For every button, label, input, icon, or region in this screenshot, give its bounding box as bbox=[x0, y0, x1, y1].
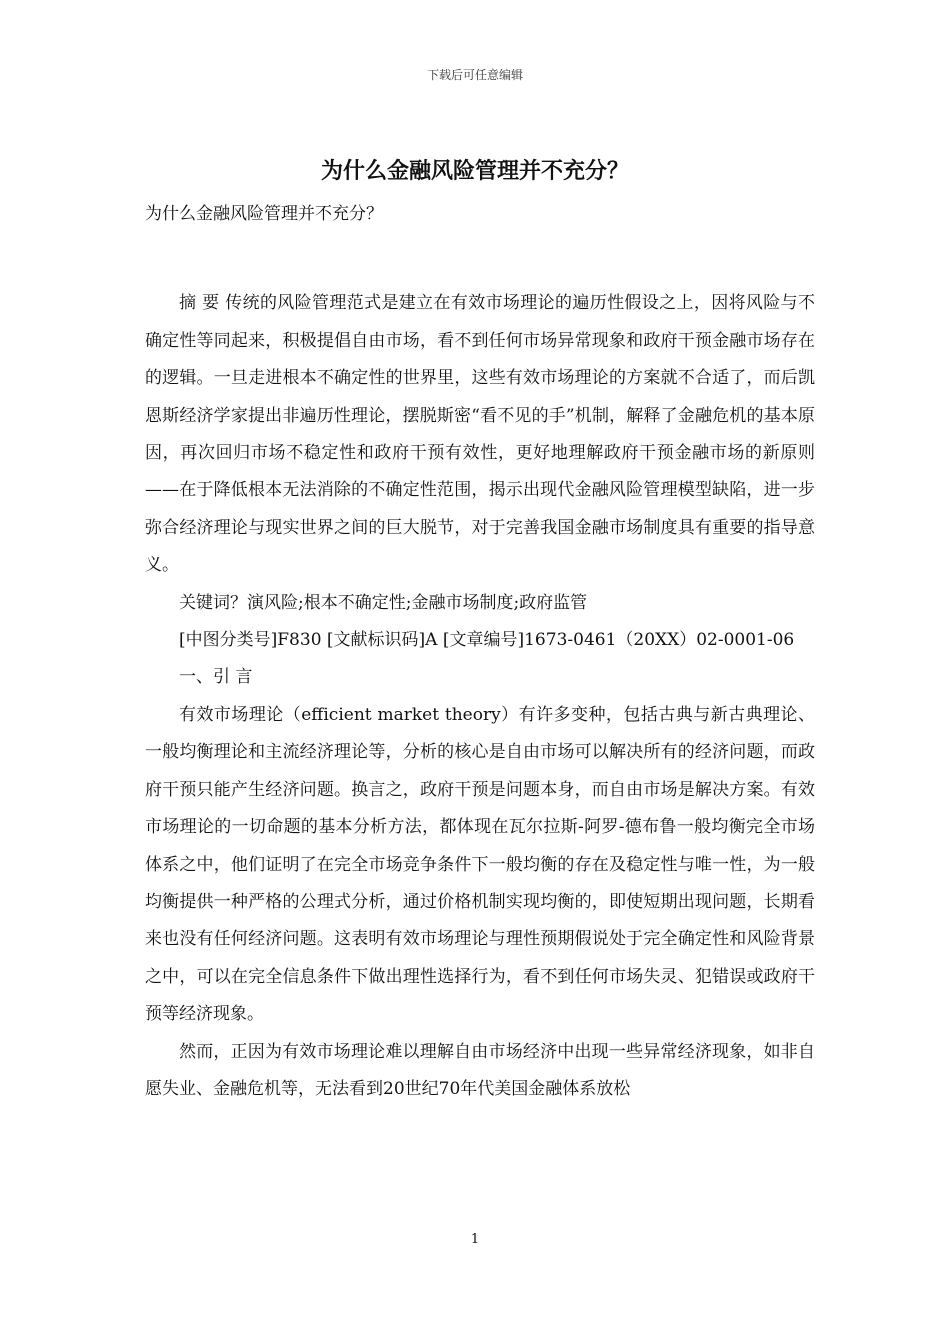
subtitle: 为什么金融风险管理并不充分？ bbox=[145, 204, 383, 224]
body-paragraph: 有效市场理论（efficient market theory）有许多变种，包括古典与新古典理论、一般均衡理论和主流经济理论等，分析的核心是自由市场可以解决所有的经济问题，而政府干预只能产生经济问题。换言之，政府干预是问题本身，而自由市场是解决方案。有效市场理论的一切命题的基本分析方法，都体现在瓦尔拉斯-阿罗-德布鲁一般均衡完全市场体系之中，他们证明了在完全市场竞争条件下一般均衡的存在及稳定性与唯一性，为一般均衡提供一种严格的公理式分析，通过价格机制实现均衡的，即使短期出现问题，长期看来也没有任何经济问题。这表明有效市场理论与理性预期假说处于完全确定性和风险背景之中，可以在完全信息条件下做出理性选择行为，看不到任何市场失灵、犯错误或政府干预等经济现象。 bbox=[145, 704, 815, 1025]
page-number: 1 bbox=[470, 1232, 480, 1247]
body-paragraph: 然而，正因为有效市场理论难以理解自由市场经济中出现一些异常经济现象，如非自愿失业、金融危机等，无法看到20世纪70年代美国金融体系放松 bbox=[145, 1041, 815, 1099]
page-header-note: 下载后可任意编辑 bbox=[426, 68, 523, 82]
classification-line: [中图分类号]F830 [文献标识码]A [文章编号]1673-0461（20XX）02-0001-06 bbox=[179, 630, 795, 651]
section-heading: 一、引 言 bbox=[179, 667, 253, 688]
keywords-line: 关键词？演风险;根本不确定性;金融市场制度;政府监管 bbox=[179, 592, 588, 613]
document-title: 为什么金融风险管理并不充分？ bbox=[320, 158, 629, 184]
document-body bbox=[145, 196, 815, 1108]
blank-line bbox=[145, 233, 815, 285]
abstract-paragraph: 摘 要 传统的风险管理范式是建立在有效市场理论的遍历性假设之上，因将风险与不确定性等同起来，积极提倡自由市场，看不到任何市场异常现象和政府干预金融市场存在的逻辑。一旦走进根本不确定性的世界里，这些有效市场理论的方案就不合适了，而后凯恩斯经济学家提出非遍历性理论，摆脱斯密“看不见的手”机制，解释了金融危机的基本原因，再次回归市场不稳定性和政府干预有效性，更好地理解政府干预金融市场的新原则——在于降低根本无法消除的不确定性范围，揭示出现代金融风险管理模型缺陷，进一步弥合经济理论与现实世界之间的巨大脱节，对于完善我国金融市场制度具有重要的指导意义。 bbox=[145, 293, 815, 576]
